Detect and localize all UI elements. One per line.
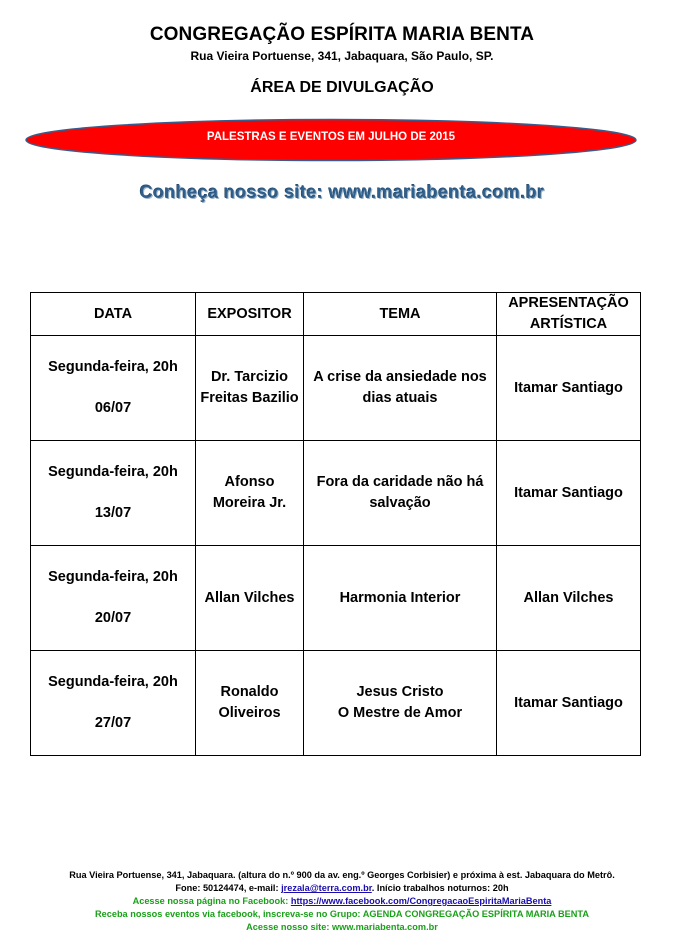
footer-site: Acesse nosso site: www.mariabenta.com.br <box>246 922 438 932</box>
date-cell <box>31 441 196 546</box>
theme-line-2: O Mestre de Amor <box>337 705 463 721</box>
footer-schedule: . Início trabalhos noturnos: 20h <box>371 883 509 893</box>
theme-line-1: Jesus Cristo <box>356 684 444 700</box>
speaker-cell: Ronaldo Oliveiros <box>196 651 304 756</box>
event-day: Segunda-feira, 20h <box>48 464 178 480</box>
event-day: Segunda-feira, 20h <box>48 569 178 585</box>
organization-address: Rua Vieira Portuense, 341, Jabaquara, São Paulo, SP. <box>190 49 494 63</box>
date-cell <box>31 546 196 651</box>
events-banner <box>24 118 638 162</box>
theme-cell <box>304 651 497 756</box>
footer-address: Rua Vieira Portuense, 341, Jabaquara. (altura do n.º 900 da av. eng.º Georges Corbisier) e próxima à est. Jabaquara do Metrô. <box>69 870 615 880</box>
table-row <box>31 651 641 756</box>
artist-cell: Itamar Santiago <box>497 441 641 546</box>
theme-cell: Harmonia Interior <box>304 546 497 651</box>
area-title: ÁREA DE DIVULGAÇÃO <box>250 79 434 96</box>
event-date: 20/07 <box>94 610 132 626</box>
events-table <box>30 292 641 756</box>
header-date: DATA <box>31 293 196 336</box>
speaker-cell: Afonso Moreira Jr. <box>196 441 304 546</box>
event-date: 06/07 <box>94 400 132 416</box>
speaker-cell: Allan Vilches <box>196 546 304 651</box>
event-date: 27/07 <box>94 715 132 731</box>
artist-cell: Allan Vilches <box>497 546 641 651</box>
event-day: Segunda-feira, 20h <box>48 674 178 690</box>
date-cell <box>31 651 196 756</box>
table-row <box>31 546 641 651</box>
theme-cell: A crise da ansiedade nos dias atuais <box>304 336 497 441</box>
header-artist: APRESENTAÇÃO ARTÍSTICA <box>497 293 641 336</box>
footer-group: Receba nossos eventos via facebook, inscreva-se no Grupo: AGENDA CONGREGAÇÃO ESPÍRITA MARIA BENTA <box>94 909 589 919</box>
date-cell <box>31 336 196 441</box>
theme-cell: Fora da caridade não há salvação <box>304 441 497 546</box>
site-promo-link[interactable]: Conheça nosso site: www.mariabenta.com.br <box>139 182 545 202</box>
footer-facebook <box>0 895 684 908</box>
table-header-row <box>31 293 641 336</box>
table-row <box>31 336 641 441</box>
header-speaker: EXPOSITOR <box>196 293 304 336</box>
footer-phone: Fone: 50124474, e-mail: <box>175 883 282 893</box>
event-day: Segunda-feira, 20h <box>48 359 178 375</box>
footer-email-link[interactable]: jrezala@terra.com.br <box>281 883 372 893</box>
organization-title: CONGREGAÇÃO ESPÍRITA MARIA BENTA <box>149 24 535 45</box>
artist-cell: Itamar Santiago <box>497 651 641 756</box>
header-theme: TEMA <box>304 293 497 336</box>
footer-facebook-label: Acesse nossa página no Facebook: <box>132 896 291 906</box>
footer <box>0 869 684 934</box>
event-date: 13/07 <box>94 505 132 521</box>
speaker-cell: Dr. Tarcizio Freitas Bazilio <box>196 336 304 441</box>
table-row <box>31 441 641 546</box>
footer-contact <box>0 882 684 895</box>
artist-cell: Itamar Santiago <box>497 336 641 441</box>
banner-text: PALESTRAS E EVENTOS EM JULHO DE 2015 <box>206 131 456 143</box>
footer-facebook-link[interactable]: https://www.facebook.com/CongregacaoEspiritaMariaBenta <box>290 896 552 906</box>
